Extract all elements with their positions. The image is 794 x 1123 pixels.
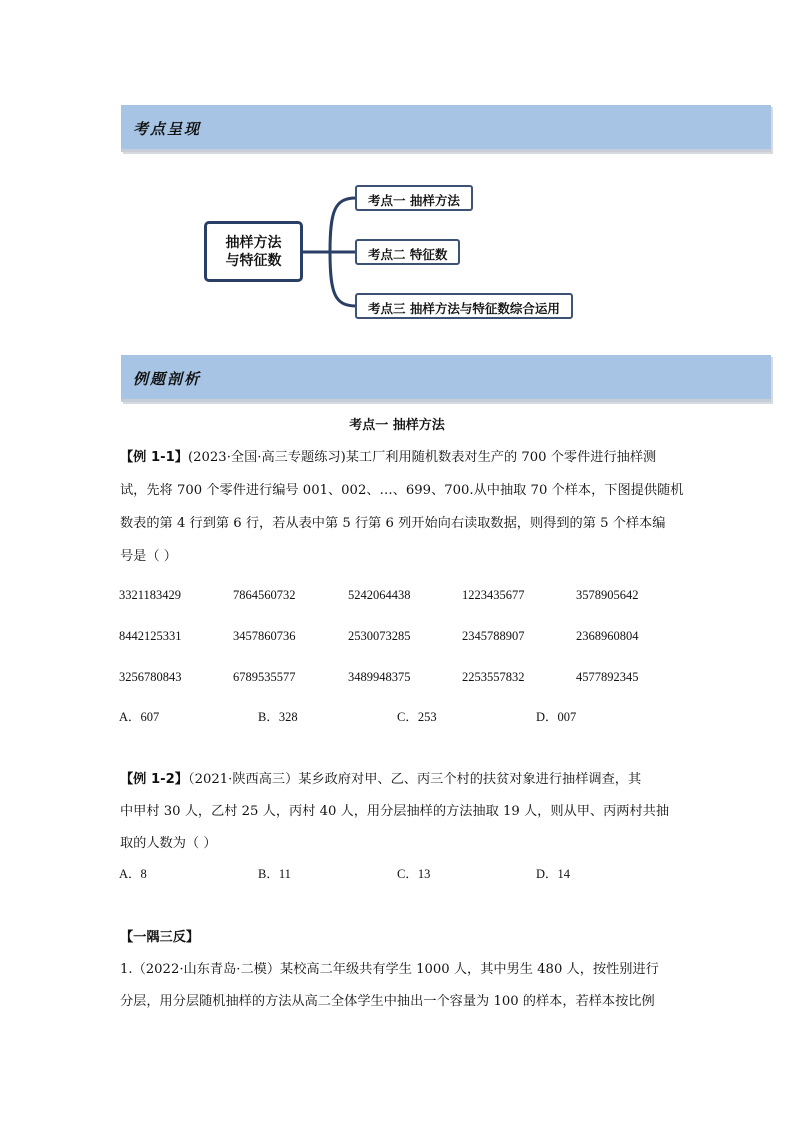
option-d: D．14 xyxy=(536,867,571,881)
option-a: A．607 xyxy=(119,710,160,724)
option-c: C．13 xyxy=(397,867,431,881)
option-b: B．328 xyxy=(258,710,298,724)
table-cell: 3321183429 xyxy=(119,588,182,602)
example1-text1: (2023·全国·高三专题练习)某工厂利用随机数表对生产的 700 个零件进行抽样测 xyxy=(187,450,657,465)
table-cell: 6789535577 xyxy=(233,670,296,684)
section-title: 考点呈现 xyxy=(133,120,202,138)
practice-line2: 分层，用分层随机抽样的方法从高二全体学生中抽出一个容量为 100 的样本，若样本按比例 xyxy=(120,994,655,1009)
table-cell: 2345788907 xyxy=(462,629,525,643)
mindmap-node-3: 考点三 抽样方法与特征数综合运用 xyxy=(355,293,573,319)
table-cell: 5242064438 xyxy=(348,588,411,602)
table-cell: 3256780843 xyxy=(119,670,182,684)
table-cell: 3578905642 xyxy=(576,588,639,602)
practice-line1: 1.（2022·山东青岛·二模）某校高二年级共有学生 1000 人，其中男生 480 人，按性别进行 xyxy=(120,962,659,977)
example2-text1: （2021·陕西高三）某乡政府对甲、乙、丙三个村的扶贫对象进行抽样调查，其 xyxy=(187,772,642,787)
table-cell: 1223435677 xyxy=(462,588,525,602)
option-d: D．007 xyxy=(536,710,577,724)
example2-line3: 取的人数为（ ） xyxy=(120,836,217,851)
root-line1: 抽样方法 xyxy=(225,234,282,251)
option-c: C．253 xyxy=(397,710,437,724)
example2-line1 xyxy=(120,768,641,787)
mindmap-node-1: 考点一 抽样方法 xyxy=(355,185,473,211)
section-title: 例题剖析 xyxy=(133,370,202,388)
table-cell: 3489948375 xyxy=(348,670,411,684)
table-cell: 8442125331 xyxy=(119,629,182,643)
practice-label: 【一隅三反】 xyxy=(120,930,200,945)
mindmap-root xyxy=(204,221,303,282)
option-b: B．11 xyxy=(258,867,291,881)
example1-line1 xyxy=(120,446,656,465)
mindmap-node-2: 考点二 特征数 xyxy=(355,239,460,265)
table-cell: 2530073285 xyxy=(348,629,411,643)
topic-title: 考点一 抽样方法 xyxy=(349,418,445,433)
example1-label: 【例 1-1】 xyxy=(120,450,188,465)
connector-top xyxy=(330,198,356,252)
practice-heading xyxy=(120,926,199,945)
option-a: A．8 xyxy=(119,867,147,881)
table-cell: 2368960804 xyxy=(576,629,639,643)
example1-line2: 试，先将 700 个零件进行编号 001、002、…、699、700.从中抽取 70 个样本，下图提供随机 xyxy=(120,483,684,498)
example2-label: 【例 1-2】 xyxy=(120,772,188,787)
table-cell: 4577892345 xyxy=(576,670,639,684)
table-cell: 3457860736 xyxy=(233,629,296,643)
root-line2: 与特征数 xyxy=(225,252,282,269)
example1-line3: 数表的第 4 行到第 6 行，若从表中第 5 行第 6 列开始向右读取数据，则得到的第 5 个样本编 xyxy=(120,516,666,531)
connector-bottom xyxy=(330,252,356,306)
example2-line2: 中甲村 30 人，乙村 25 人，丙村 40 人，用分层抽样的方法抽取 19 人，则从甲、丙两村共抽 xyxy=(120,804,670,819)
example1-line4: 号是（ ） xyxy=(120,549,177,564)
section-header-analysis xyxy=(121,355,771,402)
table-cell: 2253557832 xyxy=(462,670,525,684)
table-cell: 7864560732 xyxy=(233,588,296,602)
